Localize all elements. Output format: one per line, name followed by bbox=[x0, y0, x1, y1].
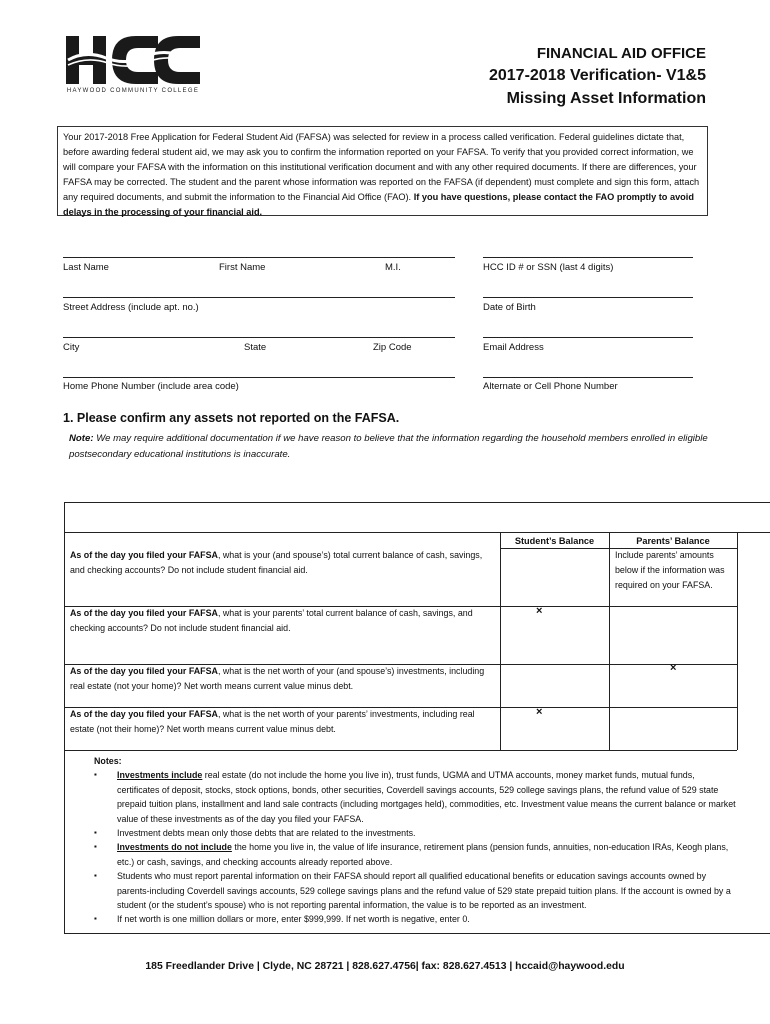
note-item: ▪ If net worth is one million dollars or more, enter $999,999. If net worth is negative, enter 0. bbox=[94, 914, 470, 925]
city-label: City bbox=[63, 342, 80, 353]
na-mark-student-2: × bbox=[536, 605, 543, 617]
home-phone-label: Home Phone Number (include area code) bbox=[63, 381, 239, 392]
hcc-id-label: HCC ID # or SSN (last 4 digits) bbox=[483, 262, 614, 273]
row-divider-5 bbox=[64, 750, 737, 751]
question-2: As of the day you filed your FAFSA, what is your parents’ total current balance of cash, savings, and checking accounts? Do not include student financial aid. bbox=[70, 608, 473, 633]
city-line[interactable] bbox=[63, 337, 455, 338]
parents-balance-header: Parents’ Balance bbox=[636, 536, 710, 546]
verification-title: 2017-2018 Verification- V1&5 bbox=[488, 67, 706, 84]
street-label: Street Address (include apt. no.) bbox=[63, 302, 199, 313]
intro-emphasis: If you have questions, please contact the FAO promptly to avoid delays in the processing of your financial aid. bbox=[63, 192, 694, 217]
hcc-id-line[interactable] bbox=[483, 257, 693, 258]
state-label: State bbox=[244, 342, 267, 353]
zip-label: Zip Code bbox=[373, 342, 412, 353]
na-mark-student-4: × bbox=[536, 706, 543, 718]
note-item: ▪ Students who must report parental information on their FAFSA should report all qualified educational benefits or education savings accounts owned by parents-including Coverdell savings accounts, 529 college savings plans and the refund value of 529 state prepaid tuition plans. If the account is owned by a student (or the student’s spouse) who is not reporting parental information, the value is to be reported as an investment. bbox=[94, 871, 731, 911]
email-line[interactable] bbox=[483, 337, 693, 338]
parents-instruction: Include parents’ amounts below if the information was required on your FAFSA. bbox=[615, 550, 725, 590]
logo-subtitle: HAYWOOD COMMUNITY COLLEGE bbox=[66, 88, 200, 94]
dob-line[interactable] bbox=[483, 297, 693, 298]
footer-contact: 185 Freedlander Drive | Clyde, NC 28721 | 828.627.4756| fax: 828.627.4513 | hccaid@haywood.edu bbox=[145, 961, 625, 972]
first-name-label: First Name bbox=[219, 262, 266, 273]
mi-label: M.I. bbox=[385, 262, 401, 273]
col-divider-3 bbox=[737, 532, 738, 750]
student-balance-3[interactable] bbox=[501, 665, 608, 706]
notes-title: Notes: bbox=[94, 756, 122, 766]
table-header-divider bbox=[64, 532, 770, 533]
note-item: ▪ Investments include real estate (do not include the home you live in), trust funds, UGMA and UTMA accounts, money market funds, mutual funds, certificates of deposit, stocks, stock options, bonds, other securities, Coverdell savings accounts, 529 college savings plans, the refund value of 529 state prepaid tuition plans, installment and land sale contracts (including mortgages held), commodities, etc. Investment value means the current balance or market value of these investments as of the day you filed your FAFSA. bbox=[94, 770, 736, 824]
parents-balance-4[interactable] bbox=[610, 708, 736, 749]
section-1-title: 1. Please confirm any assets not reported on the FAFSA. bbox=[63, 411, 400, 425]
question-3: As of the day you filed your FAFSA, what is the net worth of your (and spouse’s) investments, including real estate (not your home)? Net worth means current value minus debt. bbox=[70, 666, 485, 691]
form-title: Missing Asset Information bbox=[506, 90, 706, 107]
note-text: We may require additional documentation if we have reason to believe that the information regarding the household members enrolled in eligible postsecondary educational institutions is inaccurate. bbox=[69, 433, 708, 460]
last-name-label: Last Name bbox=[63, 262, 109, 273]
parents-balance-2[interactable] bbox=[610, 607, 736, 663]
alt-phone-line[interactable] bbox=[483, 377, 693, 378]
note-label: Note: bbox=[69, 433, 94, 444]
street-line[interactable] bbox=[63, 297, 455, 298]
intro-text: Your 2017-2018 Free Application for Federal Student Aid (FAFSA) was selected for review in a process called verification. Federal guidelines dictate that, before awarding federal student aid, we may ask you to confirm the information reported on your FAFSA. To verify that you provided correct information, we will compare your FAFSA with the information on this institutional verification document and with any other required documents. If there are differences, your FAFSA may be corrected. The student and the parent whose information was reported on the FAFSA (if dependent) must complete and sign this form, attach any required documents, and submit the information to the Financial Aid Office (FAO). bbox=[63, 132, 700, 202]
question-1: As of the day you filed your FAFSA, what is your (and spouse’s) total current balance of cash, savings, and checking accounts? Do not include student financial aid. bbox=[70, 550, 483, 575]
note-item: ▪ Investment debts mean only those debts that are related to the investments. bbox=[94, 828, 416, 839]
hcc-logo bbox=[66, 32, 200, 88]
question-4: As of the day you filed your FAFSA, what is the net worth of your parents’ investments, including real estate (not their home)? Net worth means current value minus debt. bbox=[70, 709, 475, 734]
notes bbox=[94, 754, 739, 927]
office-title: FINANCIAL AID OFFICE bbox=[536, 45, 706, 62]
student-balance-1[interactable] bbox=[501, 549, 608, 605]
name-line[interactable] bbox=[63, 257, 455, 258]
student-balance-header: Student’s Balance bbox=[514, 536, 595, 546]
na-mark-parents-3: × bbox=[670, 662, 677, 674]
note-item: ▪ Investments do not include the home you live in, the value of life insurance, retirement plans (pension funds, annuities, non-education IRAs, Keogh plans, etc.) or cash, savings, and checking accounts already reported above. bbox=[94, 842, 729, 867]
email-label: Email Address bbox=[483, 342, 544, 353]
home-phone-line[interactable] bbox=[63, 377, 455, 378]
section-1-note bbox=[69, 431, 709, 463]
intro-box bbox=[57, 126, 708, 216]
dob-label: Date of Birth bbox=[483, 302, 536, 313]
alt-phone-label: Alternate or Cell Phone Number bbox=[483, 381, 618, 392]
